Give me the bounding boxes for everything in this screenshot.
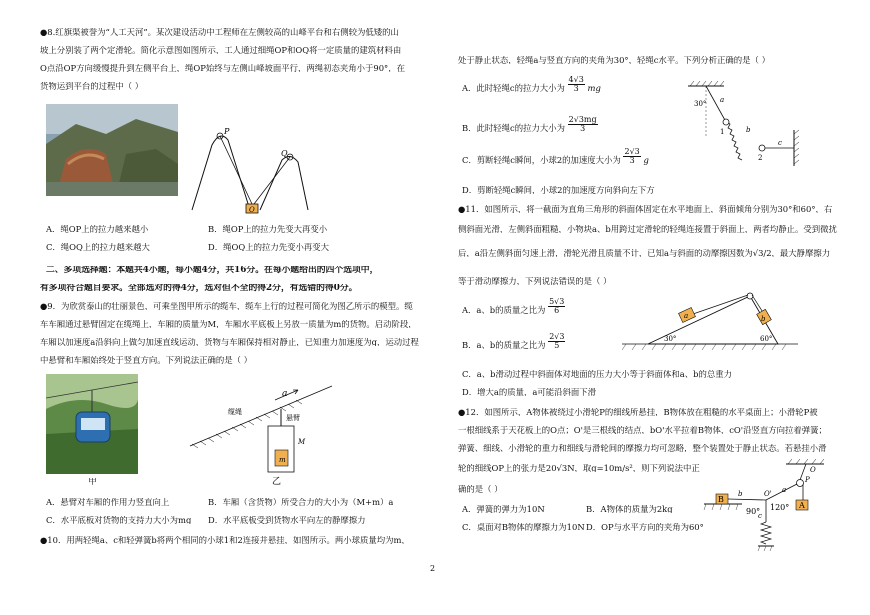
q9-option-b: B．车厢（含货物）所受合力的大小为（M+m）a: [208, 498, 394, 507]
q8-diagram: [190, 100, 310, 220]
q11-line-2: 侧斜面光滑，左侧斜面粗糙，小物块a、b用跨过定滑轮的轻绳连接置于斜面上，两者均静止。受到微扰: [458, 225, 837, 234]
q8-option-c: C．绳OQ上的拉力越来越大: [46, 243, 150, 252]
q9-line-3: 车厢以加速度a沿斜向上做匀加速直线运动，货物与车厢保持相对静止，已知重力加速度为g，运动过程: [40, 338, 419, 347]
q9-label-arm: 悬臂: [286, 414, 300, 422]
q11-option-a-den: 6: [554, 306, 560, 315]
q11-option-b-den: 5: [554, 341, 560, 350]
q10-option-b-den: 3: [580, 124, 586, 133]
q12-option-a: A．弹簧的弹力为10N: [462, 505, 545, 514]
q10-label-angle: 30°: [694, 100, 707, 108]
q9-label-a: a: [282, 389, 288, 399]
q10-option-c-post: g: [643, 155, 649, 165]
q9-line-1: ●9．为欣赏泰山的壮丽景色，可乘坐图甲所示的缆车，缆车上行的过程可简化为图乙所示的模型。缆: [40, 302, 413, 311]
q12-label-a-block: A: [799, 501, 805, 510]
q12-option-b: B．A物体的质量为2kg: [586, 505, 673, 514]
q11-option-b-frac: [548, 333, 565, 350]
q8-line-4: 货物运到平台的过程中（ ）: [40, 82, 144, 91]
section2-line-2: 有多项符合题目要求。全部选对的得4分，选对但不全的得2分，有选错的得0分。: [40, 284, 358, 293]
q10-line-1: ●10．用两轻绳a、c和轻弹簧b将两个相同的小球1和2连接并悬挂，如图所示。两小球质量均为m，: [40, 536, 410, 545]
q9-label-jia: 甲: [88, 478, 98, 487]
q10-option-a-text: A．此时轻绳c的拉力大小为: [462, 83, 565, 93]
q8-option-d: D．绳OQ上的拉力先变小再变大: [208, 243, 329, 252]
q11-option-c: C．a、b滑动过程中斜面体对地面的压力大小等于斜面体和a、b的总重力: [462, 370, 732, 379]
q12-label-p: P: [805, 476, 810, 484]
q10-option-c: [462, 148, 649, 174]
q9-label-yi: 乙: [272, 477, 282, 487]
q8-line-1: ●8.红旗渠被誉为“人工天河”。某次建设活动中工程师在左侧较高的山峰平台和右侧较为低矮的山: [40, 28, 399, 37]
q12-label-c: c: [758, 512, 762, 520]
q10-label-a: a: [720, 96, 725, 104]
q10-option-b-frac: [568, 116, 598, 133]
q10-option-a-num: 4√3: [568, 76, 584, 84]
q10-label-c: c: [778, 139, 782, 147]
q10-option-c-frac: [623, 148, 640, 165]
q10-label-b: b: [746, 126, 751, 134]
q12-label-a: a: [782, 486, 787, 494]
page-number: 2: [430, 564, 436, 573]
q9-photo: [46, 374, 138, 474]
q10-line-2: 处于静止状态，轻绳a与竖直方向的夹角为30°，轻绳c水平。下列分析正确的是（ ）: [458, 56, 770, 65]
q9-option-c: C．水平底板对货物的支持力大小为mg: [46, 516, 192, 525]
q11-option-a-num: 5√3: [549, 298, 565, 306]
q10-option-a: [462, 76, 601, 102]
q10-option-a-post: mg: [587, 83, 601, 93]
q8-label-q: Q: [281, 149, 288, 158]
q10-option-b-text: B．此时轻绳c的拉力大小为: [462, 123, 565, 133]
q9-line-2: 车车厢通过悬臂固定在缆绳上，车厢的质量为M，车厢水平底板上另放一质量为m的货物。启动阶段，: [40, 320, 417, 329]
q11-option-b-text: B．a、b的质量之比为: [462, 340, 546, 350]
q11-option-b: [462, 333, 565, 359]
q12-label-b-block: B: [718, 495, 724, 504]
q9-label-rope: 缆绳: [228, 408, 242, 416]
q12-label-b: b: [738, 490, 743, 498]
q10-option-c-num: 2√3: [624, 148, 640, 156]
q10-option-d: D．剪断轻绳c瞬间，小球2的加速度方向斜向左下方: [462, 186, 655, 195]
q12-label-90: 90°: [746, 507, 761, 516]
q12-diagram: [702, 456, 832, 558]
q12-option-d: D．OP与水平方向的夹角为60°: [586, 523, 704, 532]
q11-label-b: b: [761, 315, 766, 323]
q11-option-d: D．增大a的质量，a可能沿斜面下滑: [462, 388, 596, 397]
q8-label-p: P: [224, 127, 230, 136]
q10-option-b: [462, 116, 598, 142]
q12-line-3: 弹簧、细线、小滑轮的重力和细线与滑轮间的摩擦力均可忽略，整个装置处于静止状态。若悬挂小滑: [458, 444, 827, 453]
q8-option-a: A．绳OP上的拉力越来越小: [46, 225, 149, 234]
q10-option-b-num: 2√3mg: [568, 116, 597, 124]
q9-diagram: [180, 378, 340, 488]
q12-label-o: O: [810, 466, 816, 474]
q10-label-1: 1: [720, 128, 725, 136]
q10-label-2: 2: [758, 154, 763, 162]
q12-option-c: C．桌面对B物体的摩擦力为10N: [462, 523, 585, 532]
q11-label-30: 30°: [664, 335, 677, 343]
section2-line-1: 二、多项选择题：本题共4小题，每小题4分，共16分。在每小题给出的四个选项中，: [46, 266, 379, 275]
q9-option-d: D．水平底板受到货物水平向左的静摩擦力: [208, 516, 366, 525]
q8-line-3: O点沿OP方向缓慢提升到左侧平台上，绳OP始终与左侧山峰坡面平行，两绳初态夹角小于90°，在: [40, 64, 405, 73]
q8-photo: [46, 104, 178, 196]
q11-label-a: a: [684, 312, 689, 320]
q11-option-b-num: 2√3: [549, 333, 565, 341]
q11-option-a: [462, 298, 565, 324]
q9-label-big-m: M: [298, 438, 306, 446]
q12-line-2: 一根细线系于天花板上的O点；O'是三根线的结点，bO'水平拉着B物体，cO'沿竖直方向拉着弹簧；: [458, 426, 827, 435]
q9-option-a: A．悬臂对车厢的作用力竖直向上: [46, 498, 170, 507]
q11-option-a-text: A．a、b的质量之比为: [462, 305, 546, 315]
q12-line-1: ●12．如图所示，A物体被绕过小滑轮P的细线所悬挂，B物体放在粗糙的水平桌面上；小滑轮P被: [458, 408, 818, 417]
q12-label-oprime: O': [764, 490, 772, 498]
q9-line-4: 中悬臂和车厢始终处于竖直方向。下列说法正确的是（ ）: [40, 356, 253, 365]
q10-option-a-den: 3: [573, 84, 579, 93]
q11-line-3: 后，a沿左侧斜面匀速上滑，滑轮光滑且质量不计，已知a与斜面的动摩擦因数为√3/2，最大静摩擦力: [458, 249, 831, 258]
q10-option-a-frac: [568, 76, 585, 93]
q11-line-4: 等于滑动摩擦力，下列说法错误的是（ ）: [458, 277, 612, 286]
q8-label-o: O: [249, 206, 255, 214]
q11-label-60: 60°: [760, 335, 773, 343]
q12-line-5: 确的是（ ）: [458, 485, 503, 494]
q12-line-4: 轮的细线OP上的张力是20√3N，取g=10m/s²，则下列说法中正: [458, 464, 700, 473]
q8-line-2: 坡上分别装了两个定滑轮。简化示意图如图所示，工人通过细绳OP和OQ将一定质量的建筑材料由: [40, 46, 402, 55]
q11-diagram: [622, 290, 798, 352]
q10-option-c-text: C．剪断轻绳c瞬间，小球2的加速度大小为: [462, 155, 621, 165]
q11-line-1: ●11．如图所示，将一截面为直角三角形的斜面体固定在水平地面上，斜面倾角分别为30°和60°，右: [458, 205, 833, 214]
q12-label-120: 120°: [770, 503, 790, 512]
q8-option-b: B．绳OP上的拉力先变大再变小: [208, 225, 328, 234]
q10-option-c-den: 3: [629, 156, 635, 165]
q9-label-small-m: m: [279, 456, 286, 464]
q11-option-a-frac: [548, 298, 565, 315]
q10-diagram: [684, 78, 804, 170]
